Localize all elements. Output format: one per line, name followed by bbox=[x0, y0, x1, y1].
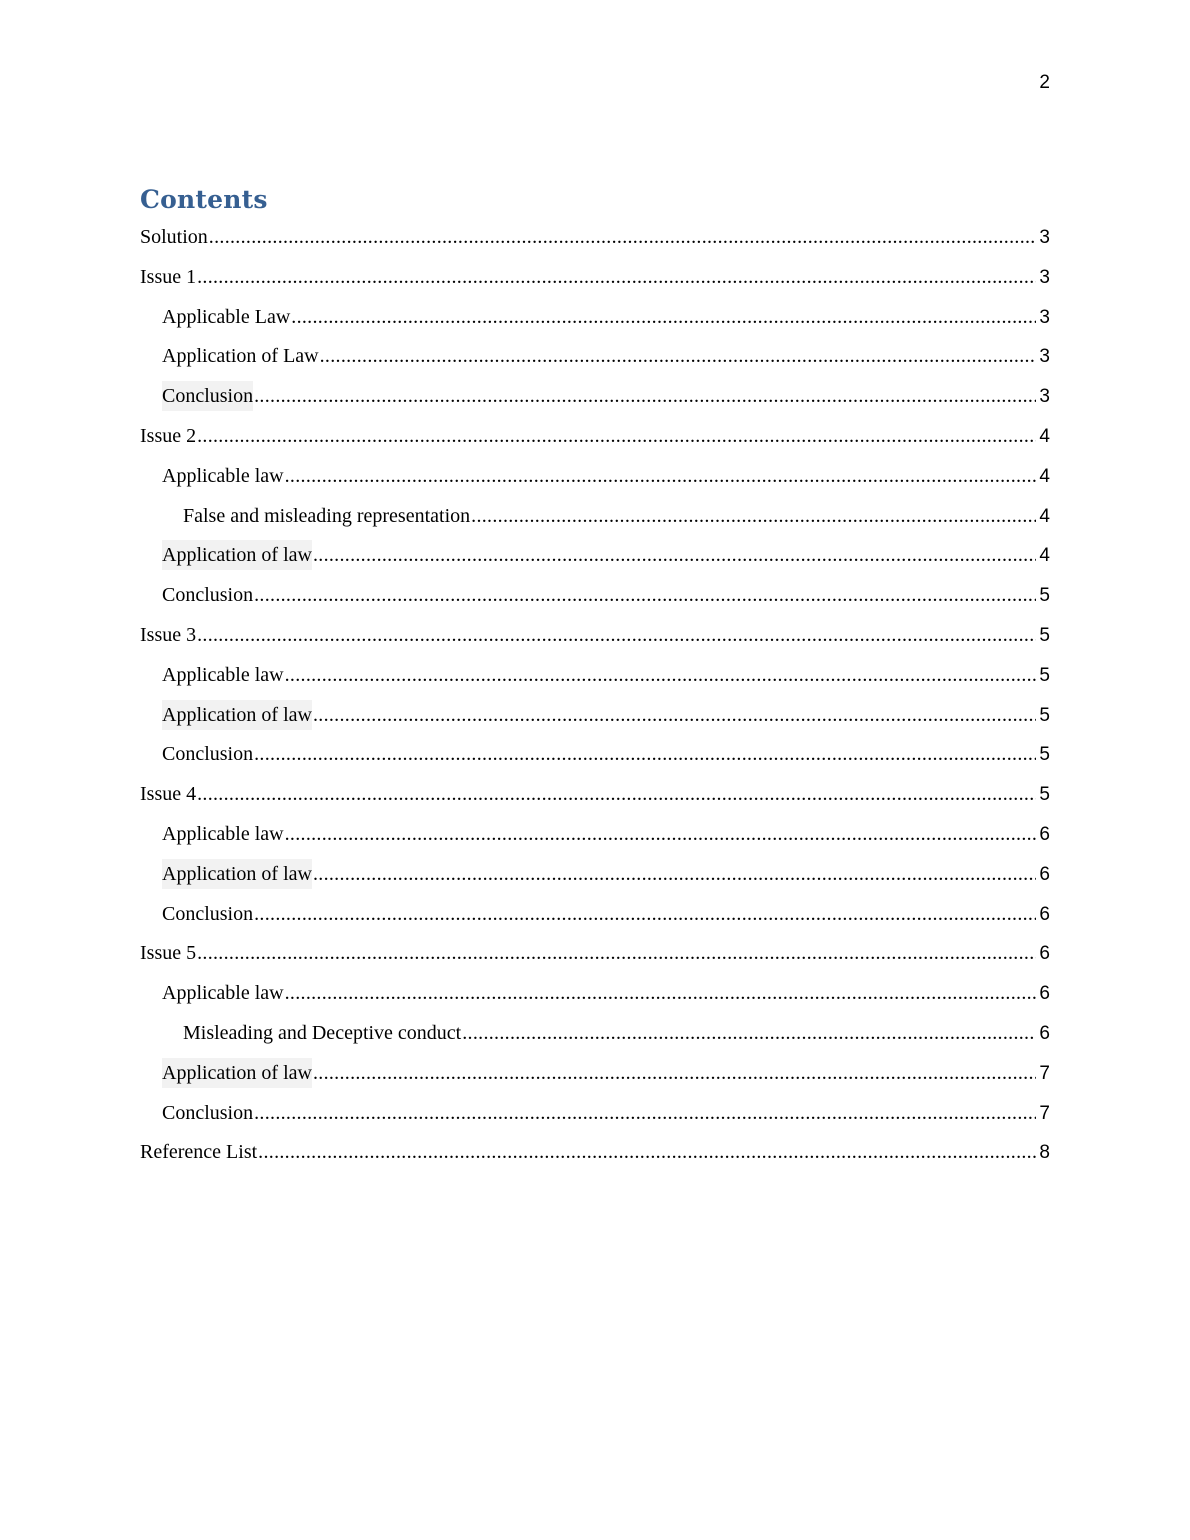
toc-entry-issue-2-applicable-law[interactable] bbox=[140, 461, 1050, 501]
toc-dot-leader bbox=[471, 501, 1036, 531]
toc-dot-leader bbox=[320, 341, 1036, 371]
toc-dot-leader bbox=[197, 938, 1036, 968]
toc-entry-page[interactable]: 7 bbox=[1039, 1102, 1050, 1124]
toc-entry-title[interactable]: Conclusion bbox=[162, 902, 254, 925]
toc-entry-title[interactable]: Conclusion bbox=[162, 1101, 254, 1124]
toc-dot-leader bbox=[285, 660, 1036, 690]
toc-entry-page[interactable]: 5 bbox=[1039, 664, 1050, 686]
toc-dot-leader bbox=[258, 1137, 1036, 1167]
toc-entry-title[interactable]: Applicable law bbox=[162, 663, 284, 686]
toc-entry-page[interactable]: 5 bbox=[1039, 704, 1050, 726]
toc-entry-issue-1[interactable] bbox=[140, 262, 1050, 302]
toc-entry-issue-5[interactable] bbox=[140, 938, 1050, 978]
toc-entry-misleading-deceptive-conduct[interactable] bbox=[140, 1018, 1050, 1058]
toc-entry-title[interactable]: Applicable law bbox=[162, 822, 284, 845]
toc-dot-leader bbox=[285, 978, 1036, 1008]
toc-entry-page[interactable]: 5 bbox=[1039, 784, 1050, 806]
toc-dot-leader bbox=[254, 580, 1036, 610]
toc-entry-issue-1-application-of-law[interactable] bbox=[140, 341, 1050, 381]
toc-dot-leader bbox=[197, 620, 1036, 650]
page-number: 2 bbox=[1039, 72, 1050, 93]
toc-entry-page[interactable]: 6 bbox=[1039, 903, 1050, 925]
toc-entry-title[interactable]: Application of law bbox=[162, 540, 312, 570]
toc-dot-leader bbox=[254, 1098, 1036, 1128]
toc-dot-leader bbox=[285, 819, 1036, 849]
toc-entry-title[interactable]: Issue 1 bbox=[140, 265, 197, 288]
toc-dot-leader bbox=[285, 461, 1036, 491]
toc-entry-page[interactable]: 8 bbox=[1039, 1142, 1050, 1164]
toc-dot-leader bbox=[254, 739, 1036, 769]
toc-entry-page[interactable]: 3 bbox=[1039, 227, 1050, 248]
toc-entry-page[interactable]: 5 bbox=[1039, 585, 1050, 607]
toc-dot-leader bbox=[197, 779, 1036, 809]
toc-entry-page[interactable]: 6 bbox=[1039, 983, 1050, 1005]
toc-entry-title[interactable]: Application of law bbox=[162, 1058, 312, 1088]
toc-entry-title[interactable]: Misleading and Deceptive conduct bbox=[183, 1021, 462, 1044]
toc-entry-title[interactable]: Conclusion bbox=[162, 381, 253, 411]
toc-entry-title[interactable]: Applicable Law bbox=[162, 305, 291, 328]
toc-entry-title[interactable]: False and misleading representation bbox=[183, 504, 471, 527]
toc-entry-issue-4[interactable] bbox=[140, 779, 1050, 819]
toc-entry-page[interactable]: 4 bbox=[1039, 505, 1050, 527]
toc-entry-issue-4-application-of-law[interactable] bbox=[140, 859, 1050, 899]
toc-entry-issue-5-application-of-law[interactable] bbox=[140, 1058, 1050, 1098]
toc-entry-page[interactable]: 3 bbox=[1039, 346, 1050, 368]
toc-entry-title[interactable]: Applicable law bbox=[162, 464, 284, 487]
toc-entry-page[interactable]: 3 bbox=[1039, 266, 1050, 288]
toc-entry-issue-3-applicable-law[interactable] bbox=[140, 660, 1050, 700]
toc-entry-title[interactable]: Issue 2 bbox=[140, 424, 197, 447]
toc-entry-title[interactable]: Solution bbox=[140, 226, 208, 248]
toc-entry-title[interactable]: Issue 5 bbox=[140, 942, 197, 965]
toc-entry-title[interactable]: Conclusion bbox=[162, 743, 254, 766]
toc-entry-page[interactable]: 5 bbox=[1039, 624, 1050, 646]
toc-dot-leader bbox=[209, 222, 1036, 252]
toc-entry-issue-4-applicable-law[interactable] bbox=[140, 819, 1050, 859]
toc-entry-issue-2[interactable] bbox=[140, 421, 1050, 461]
toc-entry-page[interactable]: 4 bbox=[1039, 545, 1050, 567]
toc-entry-page[interactable]: 5 bbox=[1039, 744, 1050, 766]
toc-entry-reference-list[interactable] bbox=[140, 1137, 1050, 1177]
toc-entry-issue-3-application-of-law[interactable] bbox=[140, 700, 1050, 740]
toc-entry-issue-3[interactable] bbox=[140, 620, 1050, 660]
toc-entry-title[interactable]: Conclusion bbox=[162, 584, 254, 607]
toc-entry-page[interactable]: 3 bbox=[1039, 386, 1050, 408]
toc-entry-page[interactable]: 6 bbox=[1039, 943, 1050, 965]
table-of-contents bbox=[140, 222, 1050, 1177]
toc-entry-issue-3-conclusion[interactable] bbox=[140, 739, 1050, 779]
toc-entry-page[interactable]: 6 bbox=[1039, 823, 1050, 845]
toc-dot-leader bbox=[313, 1058, 1036, 1088]
toc-entry-page[interactable]: 6 bbox=[1039, 863, 1050, 885]
toc-dot-leader bbox=[254, 899, 1036, 929]
toc-entry-solution[interactable] bbox=[140, 222, 1050, 262]
toc-entry-page[interactable]: 4 bbox=[1039, 425, 1050, 447]
toc-entry-title[interactable]: Application of law bbox=[162, 859, 312, 889]
toc-entry-title[interactable]: Application of law bbox=[162, 700, 312, 730]
toc-entry-false-misleading-representation[interactable] bbox=[140, 501, 1050, 541]
toc-dot-leader bbox=[291, 302, 1036, 332]
toc-entry-issue-4-conclusion[interactable] bbox=[140, 899, 1050, 939]
toc-entry-title[interactable]: Issue 4 bbox=[140, 783, 197, 806]
toc-entry-issue-2-application-of-law[interactable] bbox=[140, 540, 1050, 580]
toc-entry-issue-1-applicable-law[interactable] bbox=[140, 302, 1050, 342]
toc-entry-issue-5-conclusion[interactable] bbox=[140, 1098, 1050, 1138]
toc-dot-leader bbox=[197, 421, 1036, 451]
toc-entry-issue-5-applicable-law[interactable] bbox=[140, 978, 1050, 1018]
toc-heading: Contents bbox=[140, 185, 268, 214]
toc-entry-page[interactable]: 4 bbox=[1039, 465, 1050, 487]
toc-dot-leader bbox=[313, 700, 1036, 730]
toc-entry-page[interactable]: 3 bbox=[1039, 306, 1050, 328]
toc-dot-leader bbox=[254, 381, 1036, 411]
toc-entry-page[interactable]: 7 bbox=[1039, 1062, 1050, 1084]
toc-dot-leader bbox=[313, 859, 1036, 889]
toc-entry-title[interactable]: Issue 3 bbox=[140, 623, 197, 646]
toc-dot-leader bbox=[462, 1018, 1036, 1048]
toc-entry-title[interactable]: Applicable law bbox=[162, 982, 284, 1005]
toc-entry-title[interactable]: Reference List bbox=[140, 1141, 258, 1164]
toc-entry-issue-2-conclusion[interactable] bbox=[140, 580, 1050, 620]
toc-entry-page[interactable]: 6 bbox=[1039, 1022, 1050, 1044]
toc-dot-leader bbox=[197, 262, 1036, 292]
toc-dot-leader bbox=[313, 540, 1036, 570]
toc-entry-title[interactable]: Application of Law bbox=[162, 345, 319, 368]
toc-entry-issue-1-conclusion[interactable] bbox=[140, 381, 1050, 421]
